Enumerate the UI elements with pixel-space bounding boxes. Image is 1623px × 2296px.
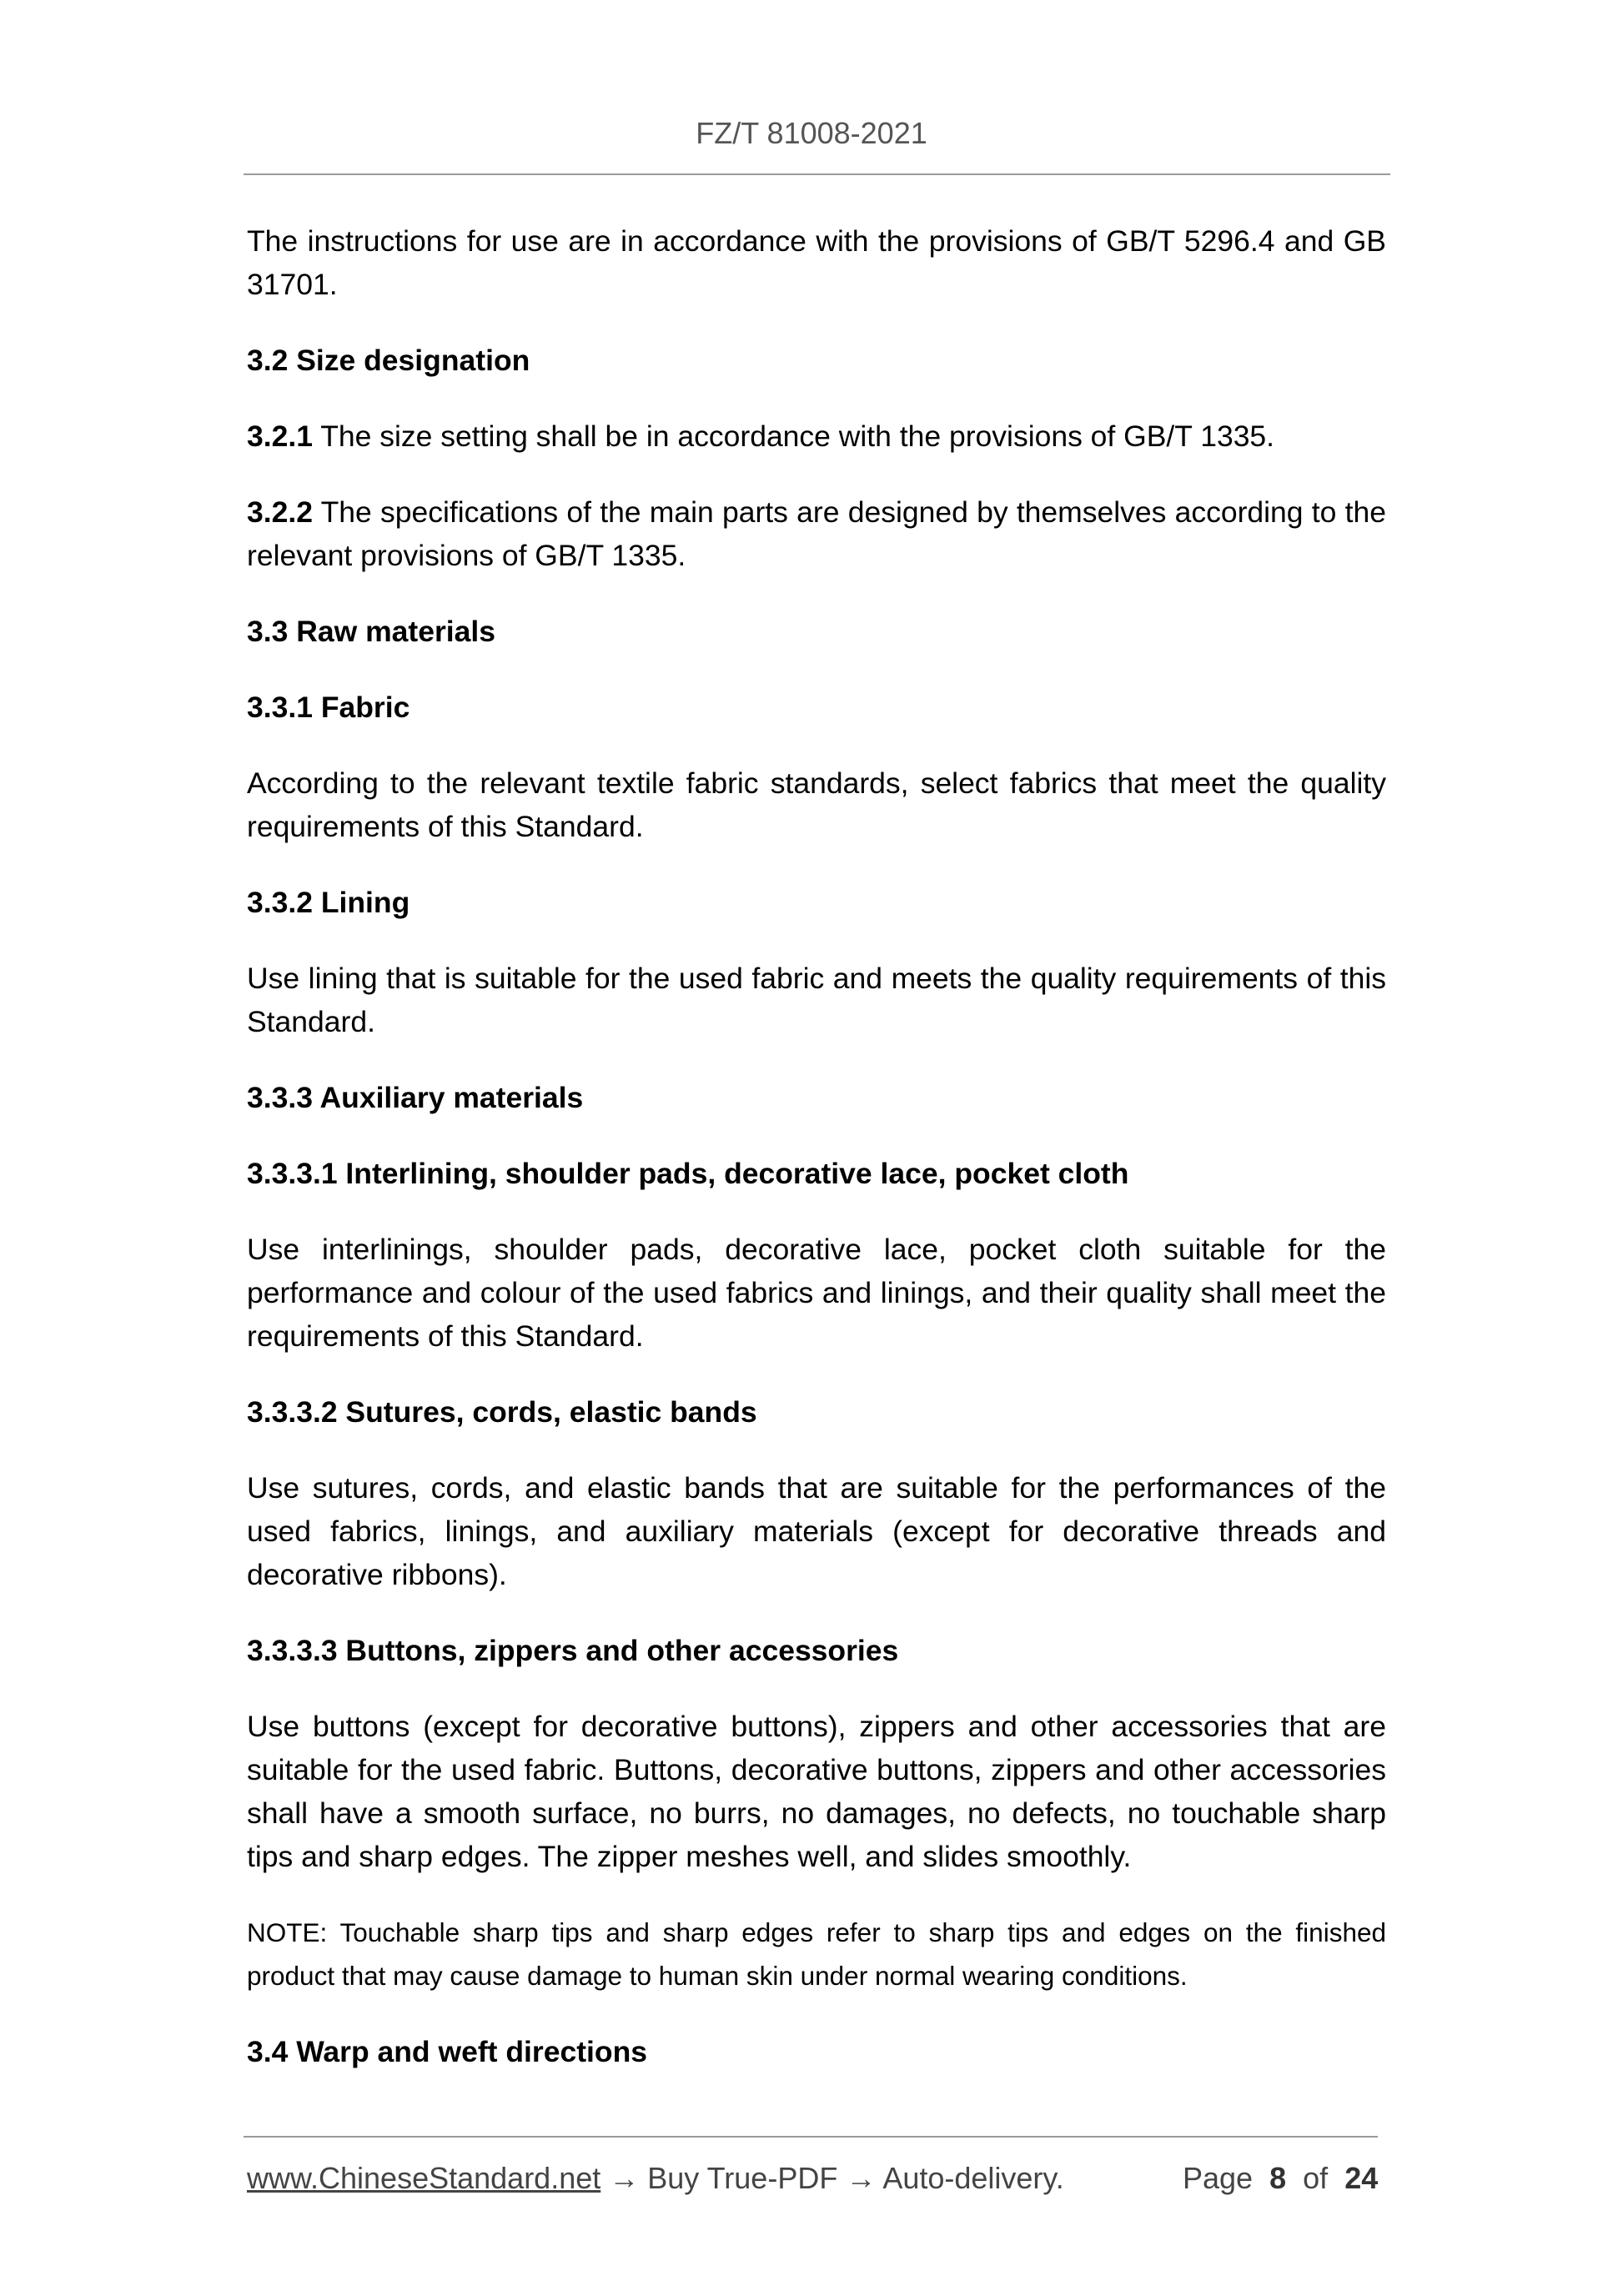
clause-number: 3.2.1 [247, 420, 313, 453]
clause-number: 3.2.2 [247, 495, 313, 529]
paragraph-3-3-2: Use lining that is suitable for the used fabric and meets the quality requirements of this Standard. [247, 962, 1386, 1038]
clause-text: The specifications of the main parts are designed by themselves according to the relevant provisions of GB/T 1335. [247, 495, 1386, 572]
page-indicator [1183, 2158, 1378, 2198]
heading-3-3-1: 3.3.1 Fabric [247, 691, 410, 724]
paragraph-3-3-3-1: Use interlinings, shoulder pads, decorative lace, pocket cloth suitable for the performance and colour of the used fabrics and linings, and their quality shall meet the requirements of this Standard. [247, 1233, 1386, 1353]
header-divider [244, 173, 1390, 175]
heading-3-2: 3.2 Size designation [247, 344, 530, 377]
heading-3-3-3-2: 3.3.3.2 Sutures, cords, elastic bands [247, 1395, 757, 1429]
footer-divider [244, 2136, 1378, 2138]
heading-3-4: 3.4 Warp and weft directions [247, 2035, 647, 2068]
paragraph-3-3-3-3: Use buttons (except for decorative buttons), zippers and other accessories that are suitable for the used fabric. Buttons, decorative buttons, zippers and other accessories shall have a smooth surface, no burrs, no damages, no defects, no touchable sharp tips and sharp edges. The zipper meshes well, and slides smoothly. [247, 1710, 1386, 1873]
paragraph-3-3-3-2: Use sutures, cords, and elastic bands that are suitable for the performances of the used fabrics, linings, and auxiliary materials (except for decorative threads and decorative ribbons). [247, 1471, 1386, 1591]
paragraph-instructions: The instructions for use are in accordance with the provisions of GB/T 5296.4 and GB 31701. [247, 224, 1386, 301]
footer-tagline: → Buy True-PDF → Auto-delivery. [600, 2161, 1064, 2195]
document-body [247, 219, 1386, 2106]
heading-3-3-3: 3.3.3 Auxiliary materials [247, 1081, 584, 1114]
document-header-title: FZ/T 81008-2021 [696, 116, 927, 150]
page-label: Page [1183, 2161, 1254, 2195]
clause-3-2-1 [247, 414, 1386, 458]
heading-3-3-3-3: 3.3.3.3 Buttons, zippers and other accessories [247, 1634, 899, 1667]
clause-3-2-2 [247, 490, 1386, 577]
of-label: of [1303, 2161, 1329, 2195]
current-page-number: 8 [1269, 2161, 1287, 2195]
note-paragraph: NOTE: Touchable sharp tips and sharp edges refer to sharp tips and edges on the finished product that may cause damage to human skin under normal wearing conditions. [247, 1917, 1386, 1991]
heading-3-3-2: 3.3.2 Lining [247, 886, 410, 919]
heading-3-3: 3.3 Raw materials [247, 615, 495, 648]
clause-text: The size setting shall be in accordance with the provisions of GB/T 1335. [312, 420, 1275, 453]
website-link[interactable]: www.ChineseStandard.net [247, 2161, 601, 2195]
footer-promo [247, 2158, 1064, 2198]
total-page-count: 24 [1344, 2161, 1379, 2195]
paragraph-3-3-1: According to the relevant textile fabric standards, select fabrics that meet the quality requirements of this Standard. [247, 766, 1386, 843]
heading-3-3-3-1: 3.3.3.1 Interlining, shoulder pads, decorative lace, pocket cloth [247, 1157, 1129, 1190]
